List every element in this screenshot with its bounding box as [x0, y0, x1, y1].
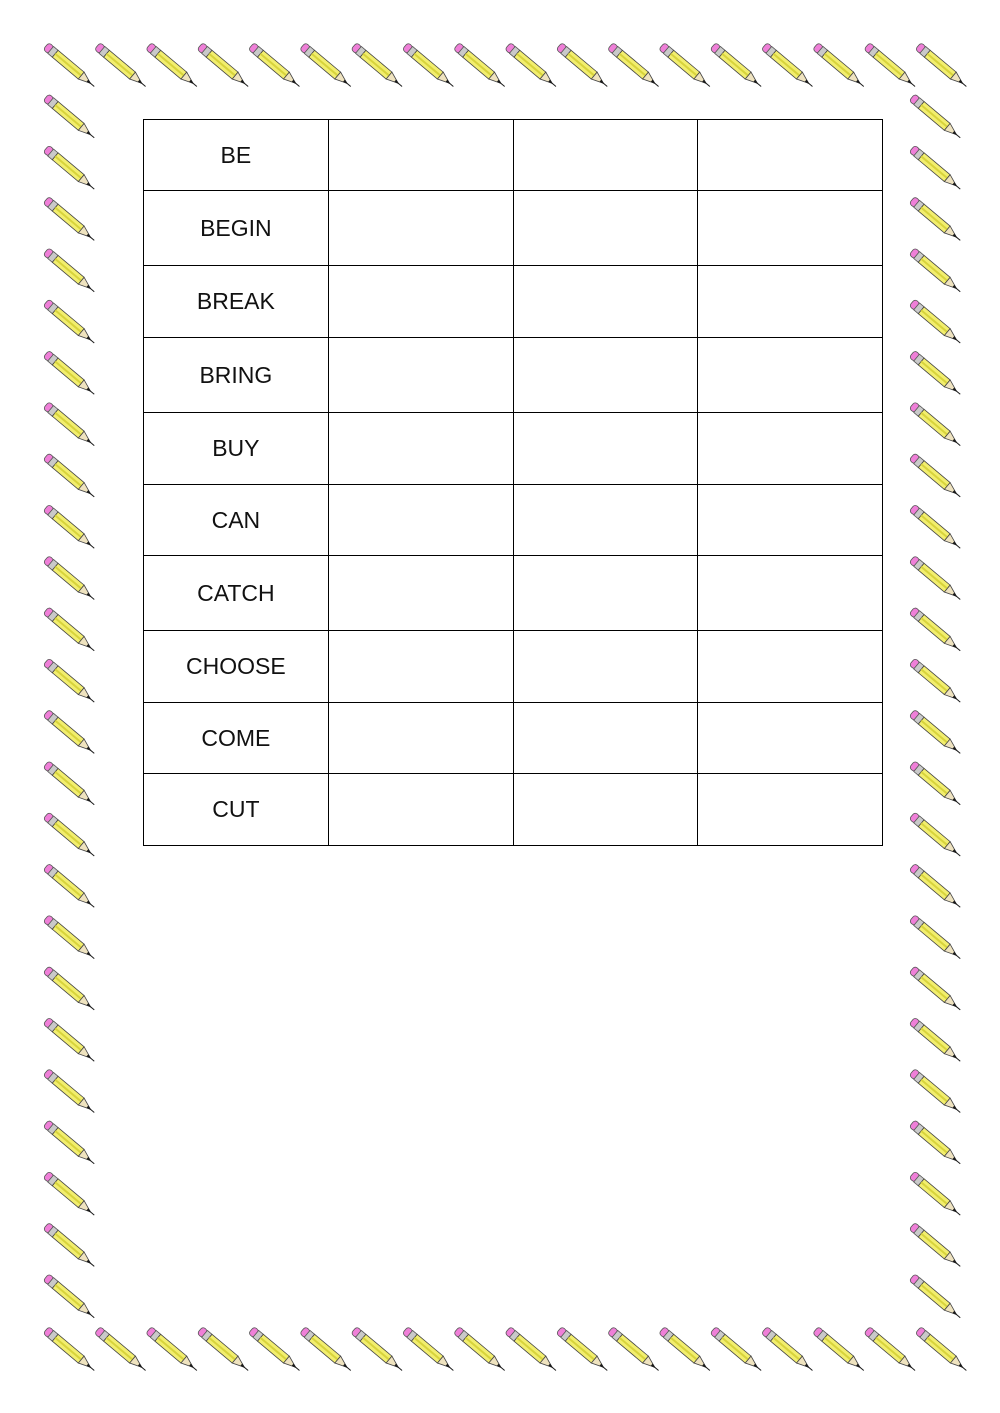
- answer-cell[interactable]: [698, 631, 883, 703]
- pencil-icon: [909, 966, 963, 1013]
- pencil-icon: [909, 453, 963, 500]
- pencil-icon: [43, 94, 97, 141]
- pencil-icon: [454, 1327, 508, 1374]
- pencil-icon: [915, 43, 969, 90]
- pencil-icon: [909, 863, 963, 910]
- pencil-icon: [402, 43, 456, 90]
- verb-cell: COME: [144, 703, 329, 774]
- pencil-icon: [248, 1327, 302, 1374]
- pencil-icon: [659, 1327, 713, 1374]
- answer-cell[interactable]: [513, 413, 698, 485]
- answer-cell[interactable]: [328, 120, 513, 191]
- answer-cell[interactable]: [698, 338, 883, 413]
- pencil-icon: [813, 43, 867, 90]
- table-row: [144, 266, 883, 338]
- pencil-icon: [710, 43, 764, 90]
- pencil-icon: [909, 1222, 963, 1269]
- answer-cell[interactable]: [698, 485, 883, 556]
- pencil-icon: [659, 43, 713, 90]
- pencil-icon: [43, 761, 97, 808]
- pencil-icon: [43, 709, 97, 756]
- pencil-icon: [43, 812, 97, 859]
- answer-cell[interactable]: [328, 774, 513, 846]
- verb-cell: CAN: [144, 485, 329, 556]
- pencil-icon: [909, 658, 963, 705]
- answer-cell[interactable]: [513, 266, 698, 338]
- table-row: [144, 703, 883, 774]
- pencil-icon: [454, 43, 508, 90]
- pencil-icon: [43, 145, 97, 192]
- pencil-icon: [761, 43, 815, 90]
- answer-cell[interactable]: [698, 703, 883, 774]
- verb-cell: CHOOSE: [144, 631, 329, 703]
- pencil-icon: [43, 658, 97, 705]
- pencil-icon: [43, 556, 97, 603]
- pencil-icon: [43, 1017, 97, 1064]
- pencil-icon: [43, 915, 97, 962]
- verb-cell: BEGIN: [144, 191, 329, 266]
- answer-cell[interactable]: [513, 703, 698, 774]
- pencil-icon: [197, 1327, 251, 1374]
- pencil-icon: [915, 1327, 969, 1374]
- pencil-icon: [43, 402, 97, 449]
- pencil-icon: [909, 299, 963, 346]
- pencil-icon: [864, 43, 918, 90]
- pencil-icon: [813, 1327, 867, 1374]
- answer-cell[interactable]: [328, 703, 513, 774]
- answer-cell[interactable]: [513, 120, 698, 191]
- pencil-icon: [909, 556, 963, 603]
- pencil-icon: [909, 1069, 963, 1116]
- answer-cell[interactable]: [698, 266, 883, 338]
- verb-cell: BRING: [144, 338, 329, 413]
- verb-cell: CATCH: [144, 556, 329, 631]
- pencil-icon: [909, 1274, 963, 1321]
- pencil-icon: [909, 709, 963, 756]
- pencil-icon: [505, 1327, 559, 1374]
- pencil-icon: [909, 196, 963, 243]
- pencil-icon: [43, 1274, 97, 1321]
- pencil-icon: [761, 1327, 815, 1374]
- pencil-icon: [556, 1327, 610, 1374]
- pencil-icon: [43, 607, 97, 654]
- pencil-icon: [909, 812, 963, 859]
- pencil-icon: [43, 863, 97, 910]
- answer-cell[interactable]: [513, 556, 698, 631]
- answer-cell[interactable]: [328, 266, 513, 338]
- table-row: [144, 120, 883, 191]
- pencil-icon: [146, 43, 200, 90]
- pencil-icon: [556, 43, 610, 90]
- pencil-icon: [43, 248, 97, 295]
- answer-cell[interactable]: [698, 556, 883, 631]
- answer-cell[interactable]: [328, 556, 513, 631]
- pencil-icon: [909, 145, 963, 192]
- pencil-icon: [43, 1120, 97, 1167]
- verb-cell: CUT: [144, 774, 329, 846]
- pencil-icon: [43, 966, 97, 1013]
- pencil-icon: [43, 299, 97, 346]
- pencil-icon: [248, 43, 302, 90]
- answer-cell[interactable]: [698, 191, 883, 266]
- pencil-icon: [43, 43, 97, 90]
- pencil-icon: [505, 43, 559, 90]
- answer-cell[interactable]: [513, 338, 698, 413]
- pencil-icon: [864, 1327, 918, 1374]
- table-row: [144, 556, 883, 631]
- pencil-icon: [909, 607, 963, 654]
- pencil-icon: [909, 350, 963, 397]
- answer-cell[interactable]: [328, 191, 513, 266]
- pencil-icon: [43, 350, 97, 397]
- pencil-icon: [607, 1327, 661, 1374]
- pencil-icon: [300, 1327, 354, 1374]
- pencil-icon: [909, 1017, 963, 1064]
- pencil-icon: [43, 1222, 97, 1269]
- pencil-icon: [607, 43, 661, 90]
- pencil-icon: [94, 43, 148, 90]
- pencil-icon: [909, 1171, 963, 1218]
- answer-cell[interactable]: [328, 413, 513, 485]
- answer-cell[interactable]: [698, 413, 883, 485]
- verb-table: [143, 119, 883, 846]
- answer-cell[interactable]: [698, 774, 883, 846]
- table-row: [144, 338, 883, 413]
- pencil-icon: [909, 248, 963, 295]
- verb-cell: BUY: [144, 413, 329, 485]
- pencil-icon: [909, 761, 963, 808]
- answer-cell[interactable]: [513, 774, 698, 846]
- pencil-icon: [710, 1327, 764, 1374]
- pencil-icon: [43, 504, 97, 551]
- verb-cell: BE: [144, 120, 329, 191]
- pencil-icon: [909, 1120, 963, 1167]
- table-row: [144, 485, 883, 556]
- table-row: [144, 413, 883, 485]
- answer-cell[interactable]: [698, 120, 883, 191]
- table-row: [144, 191, 883, 266]
- pencil-icon: [43, 1069, 97, 1116]
- pencil-icon: [351, 1327, 405, 1374]
- pencil-icon: [909, 94, 963, 141]
- pencil-icon: [94, 1327, 148, 1374]
- pencil-icon: [351, 43, 405, 90]
- pencil-icon: [43, 453, 97, 500]
- pencil-icon: [43, 196, 97, 243]
- answer-cell[interactable]: [328, 485, 513, 556]
- pencil-icon: [300, 43, 354, 90]
- table-row: [144, 774, 883, 846]
- pencil-icon: [43, 1327, 97, 1374]
- answer-cell[interactable]: [513, 191, 698, 266]
- answer-cell[interactable]: [513, 485, 698, 556]
- answer-cell[interactable]: [328, 631, 513, 703]
- pencil-icon: [402, 1327, 456, 1374]
- pencil-icon: [909, 402, 963, 449]
- answer-cell[interactable]: [328, 338, 513, 413]
- pencil-icon: [197, 43, 251, 90]
- verb-cell: BREAK: [144, 266, 329, 338]
- answer-cell[interactable]: [513, 631, 698, 703]
- pencil-icon: [909, 504, 963, 551]
- pencil-icon: [43, 1171, 97, 1218]
- table-row: [144, 631, 883, 703]
- pencil-icon: [146, 1327, 200, 1374]
- pencil-icon: [909, 915, 963, 962]
